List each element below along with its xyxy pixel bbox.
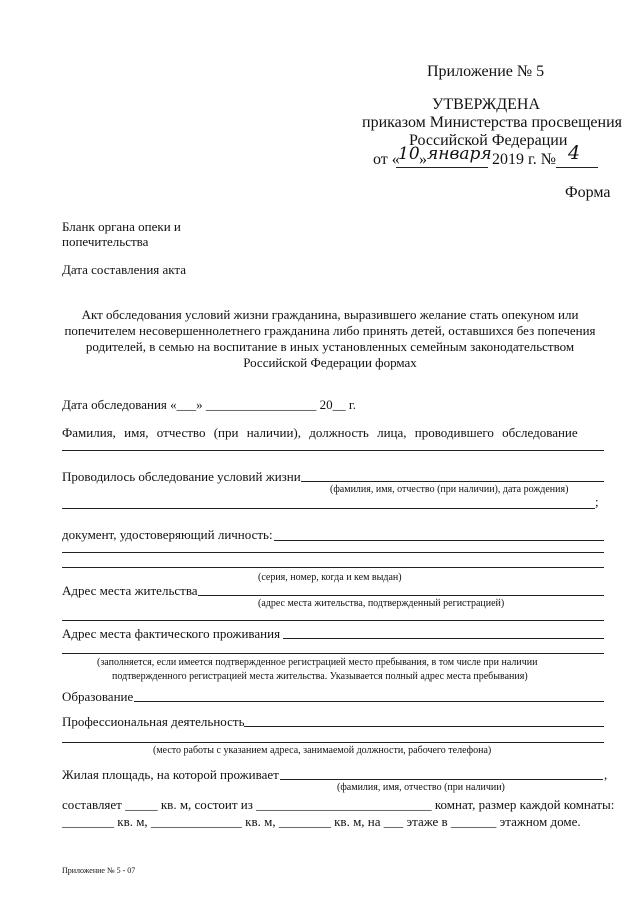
order-line-1: приказом Министерства просвещения: [362, 114, 622, 131]
date-quote-close: »: [419, 151, 427, 168]
education-line[interactable]: [134, 701, 604, 702]
identity-line-3[interactable]: [62, 567, 604, 568]
rooms-line: ________ кв. м, ______________ кв. м, ________ кв. м, на ___ этаже в _______ этажном доме.: [62, 814, 581, 829]
order-year-number: 2019 г. №: [492, 151, 557, 168]
living-area-line[interactable]: [280, 779, 603, 780]
profession-line[interactable]: [244, 726, 604, 727]
identity-hint: (серия, номер, когда и кем выдан): [258, 572, 402, 583]
residence-line-2[interactable]: [62, 620, 604, 621]
conducted-label: Проводилось обследование условий жизни: [62, 469, 301, 484]
living-area-label: Жилая площадь, на которой проживает: [62, 767, 279, 782]
residence-hint: (адрес места жительства, подтвержденный регистрацией): [258, 598, 505, 609]
title-line-3: родителей, в семью на воспитание в иных установленных семейным законодательством: [85, 339, 575, 354]
approved-label: УТВЕРЖДЕНА: [432, 96, 541, 113]
title-line-2: попечителем несовершеннолетнего гражданина либо принять детей, оставшихся без попечения: [64, 323, 596, 338]
blank-line-2: попечительства: [62, 234, 149, 249]
education-label: Образование: [62, 689, 134, 704]
inspector-line[interactable]: [62, 450, 604, 451]
date-compiled: Дата составления акта: [62, 262, 187, 277]
profession-line-2[interactable]: [62, 742, 604, 743]
identity-doc-label: документ, удостоверяющий личность:: [62, 527, 273, 542]
profession-hint: (место работы с указанием адреса, занимаемой должности, рабочего телефона): [153, 745, 492, 756]
identity-line-2[interactable]: [62, 552, 604, 553]
inspector-label: Фамилия, имя, отчество (при наличии), должность лица, проводившего обследование: [62, 425, 578, 440]
profession-label: Профессиональная деятельность: [62, 714, 245, 729]
form-label: Форма: [565, 184, 611, 201]
conducted-hint: (фамилия, имя, отчество (при наличии), дата рождения): [330, 484, 569, 495]
identity-line-1[interactable]: [274, 540, 604, 541]
survey-date: Дата обследования «___» _________________ 20__ г.: [62, 397, 356, 412]
conducted-line[interactable]: [301, 481, 604, 482]
conducted-line-2[interactable]: [62, 508, 595, 509]
handwritten-month: января: [427, 144, 492, 164]
actual-residence-line-2[interactable]: [62, 653, 604, 654]
actual-residence-label: Адрес места фактического проживания: [62, 626, 281, 641]
handwritten-day: 10: [398, 144, 420, 164]
footer-code: Приложение № 5 - 07: [62, 866, 136, 875]
blank-line-1: Бланк органа опеки и: [62, 219, 181, 234]
appendix-number: Приложение № 5: [427, 63, 545, 80]
order-date-prefix: от «: [373, 151, 400, 168]
title-line-1: Акт обследования условий жизни гражданина, выразившего желание стать опекуном или: [81, 307, 579, 322]
date-underline: [396, 167, 488, 168]
order-line-2: Российской Федерации: [409, 132, 568, 149]
title-line-4: Российской Федерации формах: [243, 355, 417, 370]
living-comma: ,: [604, 767, 608, 782]
living-hint: (фамилия, имя, отчество (при наличии): [337, 782, 505, 793]
semicolon: ;: [595, 494, 599, 509]
actual-residence-line[interactable]: [283, 638, 604, 639]
number-underline: [556, 167, 598, 168]
residence-line[interactable]: [198, 595, 604, 596]
area-line: составляет _____ кв. м, состоит из ___________________________ комнат, размер каждой комнаты:: [62, 797, 615, 812]
residence-label: Адрес места жительства: [62, 583, 198, 598]
handwritten-number: 4: [568, 142, 581, 164]
actual-hint-2: подтвержденного регистрацией места жительства. Указывается полный адрес места пребывания): [112, 671, 528, 682]
actual-hint-1: (заполняется, если имеется подтвержденное регистрацией место пребывания, в том числе при наличии: [97, 657, 538, 668]
